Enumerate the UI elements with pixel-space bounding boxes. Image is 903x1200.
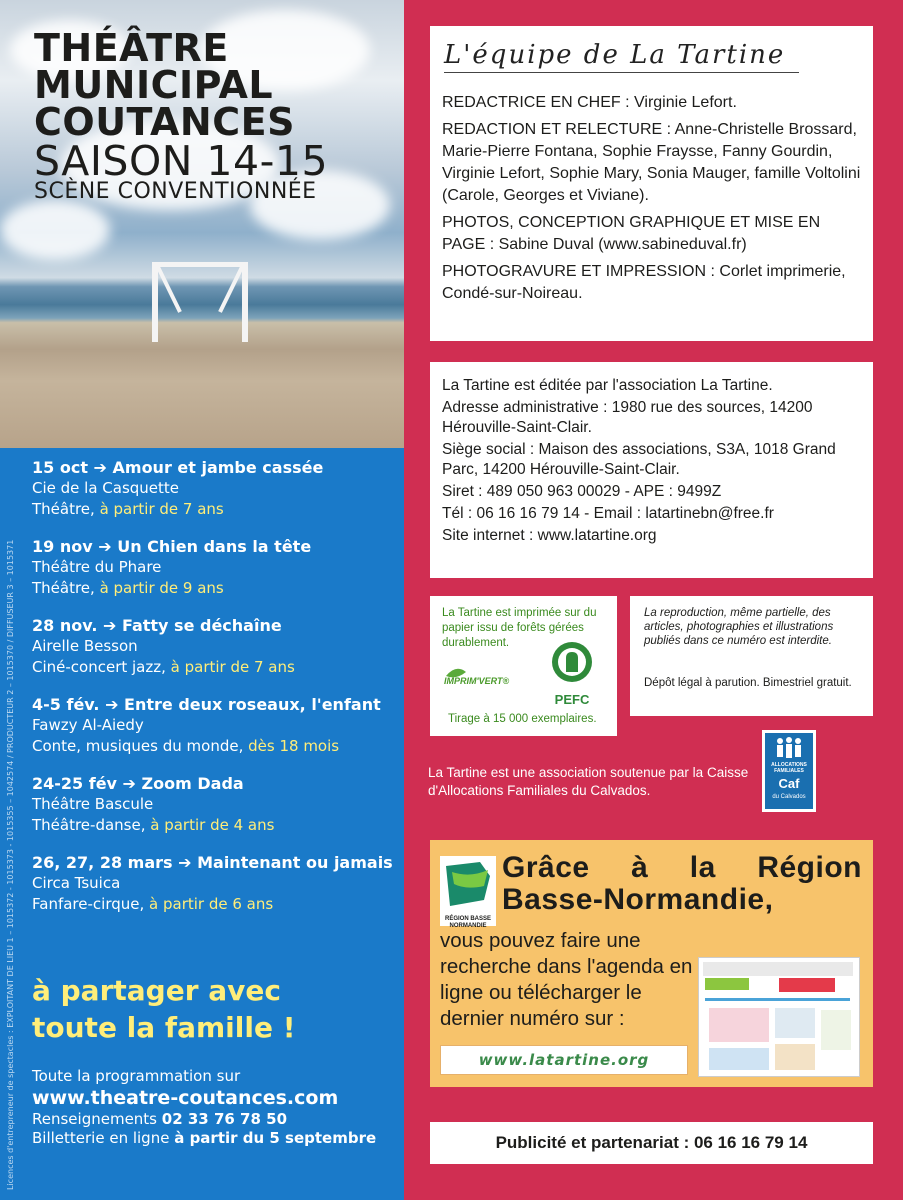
scene-label: SCÈNE CONVENTIONNÉE	[34, 179, 317, 204]
event-company: Airelle Besson	[32, 637, 138, 655]
event-item	[32, 774, 397, 836]
event-genre: Ciné-concert jazz,	[32, 658, 171, 676]
event-genre-line	[32, 657, 397, 678]
billetterie-date: à partir du 5 septembre	[174, 1129, 377, 1147]
event-age: à partir de 4 ans	[150, 816, 275, 834]
publisher-line: Tél : 06 16 16 79 14 - Email : latartinebn@free.fr	[442, 505, 774, 522]
reproduction-notice: La reproduction, même partielle, des articles, photographies et illustrations publiés dans ce numéro est interdite.	[644, 607, 834, 647]
event-item	[32, 695, 397, 757]
renseignements-label: Renseignements	[32, 1110, 162, 1128]
publisher-line: Siret : 489 050 963 00029 - APE : 9499Z	[442, 483, 722, 500]
event-item	[32, 537, 397, 599]
region-logo	[440, 856, 496, 929]
family-slogan	[32, 972, 295, 1046]
event-item	[32, 616, 397, 678]
licence-note: Licences d'entrepreneur de spectacles : EXPLOITANT DE LIEU 1 – 1015372 - 1015373 - 1015355 – 1042574 / PRODUCTEUR 2 – 1015370 / DIFFUSEUR 3 – 1015371	[6, 539, 15, 1190]
pefc-logo	[546, 640, 598, 707]
title-line: THÉÂTRE	[34, 26, 229, 70]
pefc-label: PEFC	[554, 692, 590, 707]
event-age: à partir de 7 ans	[170, 658, 295, 676]
event-company: Cie de la Casquette	[32, 479, 180, 497]
region-heading: Grâce à la Région Basse-Normandie,	[502, 851, 862, 916]
pefc-tree-icon	[546, 640, 598, 688]
event-genre: Fanfare-cirque,	[32, 895, 150, 913]
region-body-text: vous pouvez faire une recherche dans l'agenda en ligne ou télécharger le dernier numéro sur :	[440, 929, 693, 1030]
team-title: L'équipe de La Tartine	[444, 40, 799, 73]
billetterie-line	[32, 1129, 376, 1148]
credit-item: PHOTOS, CONCEPTION GRAPHIQUE ET MISE EN PAGE : Sabine Duval (www.sabineduval.fr)	[442, 214, 821, 253]
imprimvert-logo: IMPRIM'VERT®	[444, 676, 510, 686]
event-genre-line	[32, 578, 397, 599]
slogan-line: toute la famille !	[32, 1011, 296, 1044]
event-company: Théâtre Bascule	[32, 795, 154, 813]
publisher-line: Adresse administrative : 1980 rue des sources, 14200 Hérouville-Saint-Clair.	[442, 399, 813, 436]
publisher-line: Site internet : www.latartine.org	[442, 527, 657, 544]
event-age: à partir de 7 ans	[99, 500, 224, 518]
title-line: MUNICIPAL	[34, 63, 274, 107]
publisher-box	[430, 362, 873, 578]
theatre-contact	[32, 1067, 376, 1148]
publisher-line: La Tartine est éditée par l'association La Tartine.	[442, 377, 773, 394]
event-genre: Conte, musiques du monde,	[32, 737, 249, 755]
credit-item: PHOTOGRAVURE ET IMPRESSION : Corlet imprimerie, Condé-sur-Noireau.	[442, 263, 846, 302]
publisher-info	[442, 376, 867, 548]
printing-box	[430, 596, 617, 736]
caf-logo	[762, 730, 816, 812]
advert-text: Publicité et partenariat : 06 16 16 79 14	[495, 1133, 808, 1152]
advert-box	[430, 1122, 873, 1164]
website-screenshot	[698, 957, 860, 1077]
event-title: 4-5 fév. ➔ Entre deux roseaux, l'enfant	[32, 695, 381, 714]
slogan-line: à partager avec	[32, 974, 281, 1007]
lifeguard-ladder	[150, 262, 250, 342]
region-emblem-icon	[440, 856, 496, 912]
event-genre-line	[32, 815, 397, 836]
event-title: 19 nov ➔ Un Chien dans la tête	[32, 537, 312, 556]
event-age: à partir de 6 ans	[149, 895, 274, 913]
region-logo-text: RÉGION BASSE NORMANDIE	[444, 916, 491, 929]
caf-logo-line2: Caf	[778, 776, 800, 791]
title-line: COUTANCES	[34, 100, 295, 144]
family-icon	[772, 736, 806, 760]
theatre-website-link[interactable]: www.theatre-coutances.com	[32, 1087, 339, 1109]
theatre-panel	[0, 0, 404, 1200]
event-title: 15 oct ➔ Amour et jambe cassée	[32, 458, 324, 477]
event-item	[32, 853, 397, 915]
event-title: 28 nov. ➔ Fatty se déchaîne	[32, 616, 282, 635]
billetterie-label: Billetterie en ligne	[32, 1129, 175, 1147]
legal-deposit: Dépôt légal à parution. Bimestriel gratuit.	[644, 677, 852, 689]
print-run: Tirage à 15 000 exemplaires.	[448, 713, 597, 725]
event-genre-line	[32, 499, 397, 520]
event-company: Fawzy Al-Aiedy	[32, 716, 144, 734]
event-age: dès 18 mois	[248, 737, 340, 755]
credit-item: REDACTRICE EN CHEF : Virginie Lefort.	[442, 94, 737, 111]
printing-text: La Tartine est imprimée sur du papier issu de forêts gérées durablement.	[442, 607, 597, 649]
caf-logo-line3: du Calvados	[772, 794, 806, 800]
event-genre-line	[32, 894, 397, 915]
event-item	[32, 458, 397, 520]
event-genre: Théâtre,	[32, 579, 100, 597]
caf-logo-line1: ALLOCATIONS FAMILIALES	[771, 762, 807, 774]
event-title: 24-25 fév ➔ Zoom Dada	[32, 774, 244, 793]
season-label: SAISON 14-15	[34, 137, 329, 185]
theatre-title	[34, 26, 329, 204]
renseignements-phone: 02 33 76 78 50	[161, 1110, 288, 1128]
event-genre: Théâtre,	[32, 500, 100, 518]
team-box	[430, 26, 873, 341]
event-age: à partir de 9 ans	[99, 579, 224, 597]
caf-support-text: La Tartine est une association soutenue par la Caisse d'Allocations Familiales du Calvados.	[428, 765, 749, 798]
region-box	[430, 840, 873, 1087]
event-company: Circa Tsuica	[32, 874, 121, 892]
event-title: 26, 27, 28 mars ➔ Maintenant ou jamais	[32, 853, 393, 872]
renseignements-line	[32, 1110, 376, 1129]
event-company: Théâtre du Phare	[32, 558, 162, 576]
event-genre-line	[32, 736, 397, 757]
legal-box	[630, 596, 873, 716]
latartine-url[interactable]: www.latartine.org	[440, 1045, 688, 1075]
credit-item: REDACTION ET RELECTURE : Anne-Christelle Brossard, Marie-Pierre Fontana, Sophie Fraysse, Fanny Gourdin, Virginie Lefort, Sophie Mary, Sonia Mauger, famille Voltolini (Carole, Georges et Viviane).	[442, 121, 861, 204]
programme-intro: Toute la programmation sur	[32, 1067, 241, 1085]
event-genre: Théâtre-danse,	[32, 816, 151, 834]
publisher-line: Siège social : Maison des associations, S3A, 1018 Grand Parc, 14200 Hérouville-Saint-Clair.	[442, 441, 836, 478]
team-credits	[442, 92, 862, 310]
event-list	[32, 458, 397, 932]
